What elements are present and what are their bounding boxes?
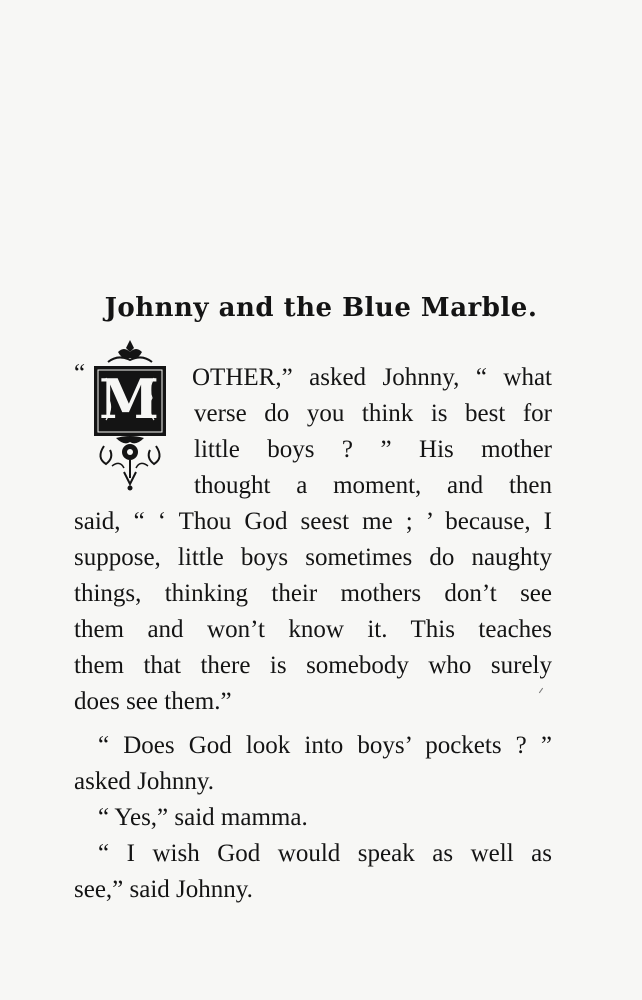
text-line: asked Johnny. [74, 768, 215, 795]
text-line: “ Does God look into boys’ pockets ? ” [98, 732, 552, 759]
text-line: “ I wish God would speak as well as [98, 840, 552, 867]
text-line: them that there is somebody who surely [74, 652, 552, 679]
text-line: does see them.” [74, 688, 232, 715]
opening-quote-mark: “ [74, 360, 86, 387]
text-line: said, “ ‘ Thou God seest me ; ’ because, I [74, 508, 552, 535]
text-line: verse do you think is best for [194, 400, 552, 427]
dropcap-letter: M [99, 367, 159, 431]
text-line: suppose, little boys sometimes do naughty [74, 544, 552, 571]
text-line: see,” said Johnny. [74, 876, 253, 903]
text-line: thought a moment, and then [194, 472, 552, 499]
text-line: OTHER,” asked Johnny, “ what [192, 364, 552, 391]
text-line: things, thinking their mothers don’t see [74, 580, 552, 607]
text-line: “ Yes,” said mamma. [98, 804, 308, 831]
stray-ink-mark [539, 688, 543, 693]
text-line: them and won’t know it. This teaches [74, 616, 552, 643]
text-line: little boys ? ” His mother [194, 436, 552, 463]
chapter-title: Johnny and the Blue Marble. [104, 293, 538, 323]
